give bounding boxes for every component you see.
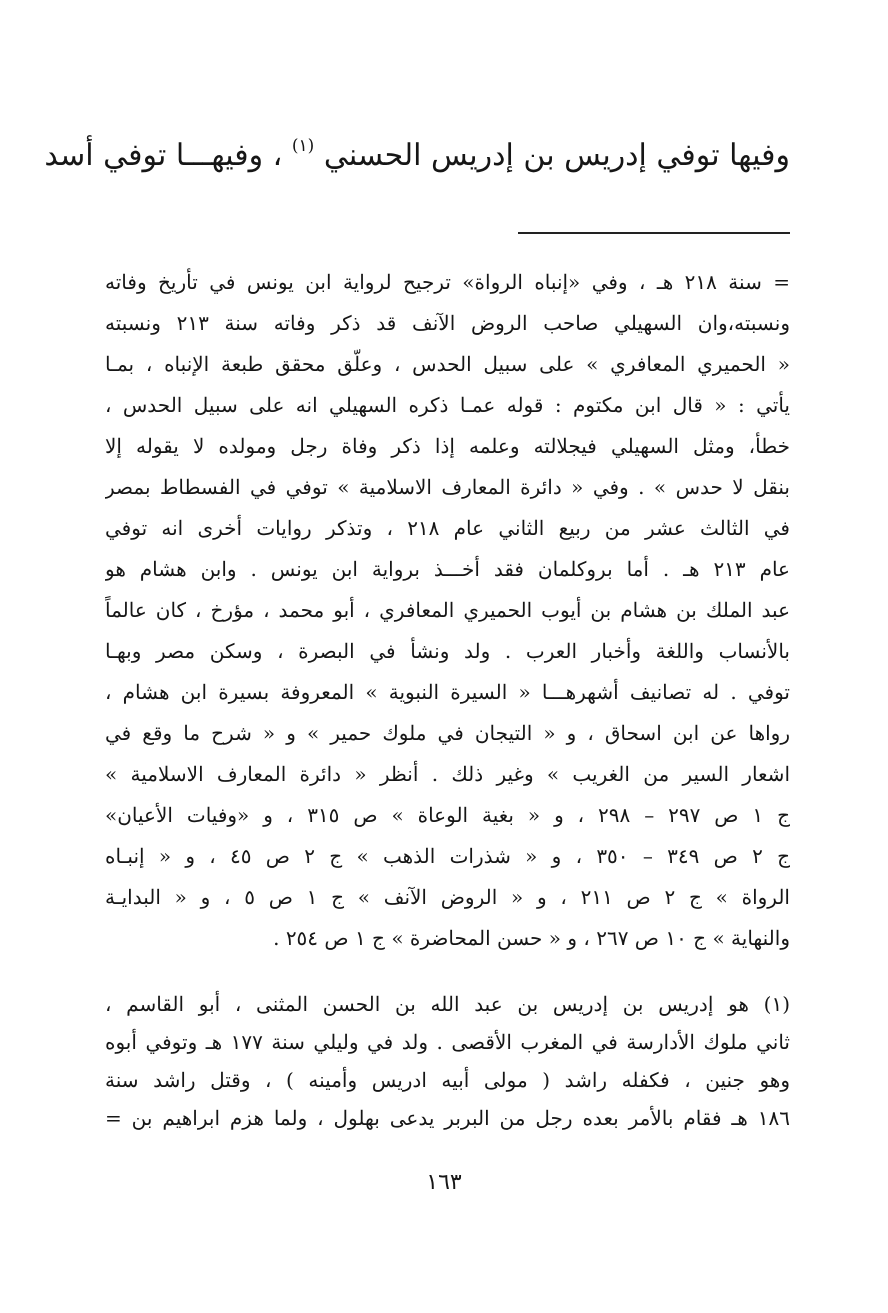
footnote-line: خطأ، ومثل السهيلي فيجلالته وعلمه إذا ذكر وفاة رجل ومولده لا يقوله إلا (105, 434, 790, 458)
page-number: ١٦٣ (426, 1170, 462, 1195)
footnote-separator (518, 232, 790, 234)
footnote-line: ونسبته،وان السهيلي صاحب الروض الآنف قد ذكر وفاته سنة ٢١٣ ونسبته (105, 311, 790, 335)
footnote-line: ج ١ ص ٢٩٧ – ٢٩٨ ، و « بغية الوعاة » ص ٣١٥ ، و «وفيات الأعيان» (105, 803, 790, 827)
footnote-line: = سنة ٢١٨ هـ ، وفي «إنباه الرواة» ترجيح لرواية ابن يونس في تأريخ وفاته (105, 270, 790, 294)
footnote-line: بنقل لا حدس » . وفي « دائرة المعارف الاسلامية » توفي في الفسطاط بمصر (105, 475, 790, 499)
footnote-marker: (١) (291, 136, 315, 156)
main-text-line (44, 118, 790, 184)
footnote-line: في الثالث عشر من ربيع الثاني عام ٢١٨ ، وتذكر روايات أخرى انه توفي (105, 516, 790, 540)
footnote-line: وهو جنين ، فكفله راشد ( مولى أبيه ادريس وأمينه ) ، وقتل راشد سنة (105, 1068, 790, 1092)
footnote-line: ١٨٦ هـ فقام بالأمر بعده رجل من البربر يدعى بهلول ، ولما هزم ابراهيم بن = (105, 1106, 790, 1130)
main-text-tail: ، وفيهـــا توفي أسد (44, 138, 283, 173)
footnote-continuation (105, 262, 790, 959)
footnote-line: ثاني ملوك الأدارسة في المغرب الأقصى . ولد في وليلي سنة ١٧٧ هـ وتوفي أبوه (105, 1030, 790, 1054)
footnote-line: توفي . له تصانيف أشهرهـــا « السيرة النبوية » المعروفة بسيرة ابن هشام ، (105, 680, 790, 704)
footnote-1 (105, 985, 790, 1137)
footnote-line: اشعار السير من الغريب » وغير ذلك . أنظر « دائرة المعارف الاسلامية » (105, 762, 790, 786)
main-text: وفيها توفي إدريس بن إدريس الحسني (323, 138, 790, 173)
footnote-line: عام ٢١٣ هـ . أما بروكلمان فقد أخـــذ برواية ابن يونس . وابن هشام هو (105, 557, 790, 581)
footnote-line: (١) هو إدريس بن إدريس بن عبد الله بن الحسن المثنى ، أبو القاسم ، (105, 992, 790, 1016)
footnote-line: الرواة » ج ٢ ص ٢١١ ، و « الروض الآنف » ج ١ ص ٥ ، و « البدايـة (105, 885, 790, 909)
footnote-line: والنهاية » ج ١٠ ص ٢٦٧ ، و « حسن المحاضرة » ج ١ ص ٢٥٤ . (273, 926, 790, 950)
footnote-line: رواها عن ابن اسحاق ، و « التيجان في ملوك حمير » و « شرح ما وقع في (105, 721, 790, 745)
footnote-line: عبد الملك بن هشام بن أيوب الحميري المعافري ، أبو محمد ، مؤرخ ، كان عالماً (105, 598, 790, 622)
footnote-line: بالأنساب واللغة وأخبار العرب . ولد ونشأ في البصرة ، وسكن مصر وبهـا (105, 639, 790, 663)
footnote-line: يأتي : « قال ابن مكتوم : قوله عمـا ذكره السهيلي انه على سبيل الحدس ، (105, 393, 790, 417)
footnote-line: « الحميري المعافري » على سبيل الحدس ، وعلّق محقق طبعة الإنباه ، بمـا (105, 352, 790, 376)
footnote-line: ج ٢ ص ٣٤٩ – ٣٥٠ ، و « شذرات الذهب » ج ٢ ص ٤٥ ، و « إنبـاه (105, 844, 790, 868)
